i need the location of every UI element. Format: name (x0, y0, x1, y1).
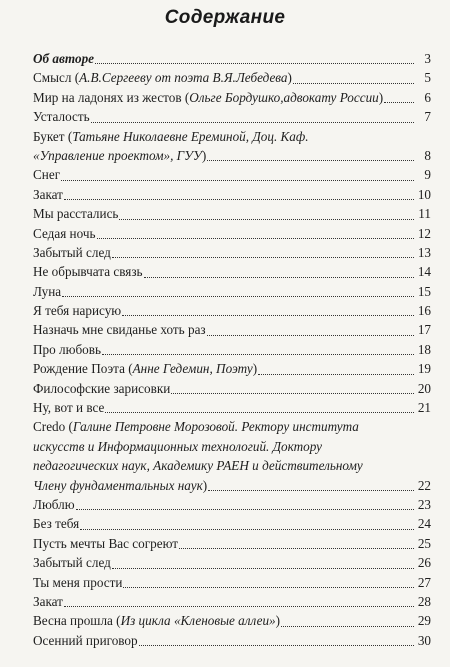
dot-leader (95, 62, 414, 64)
toc-entry[interactable] (33, 340, 431, 359)
toc-entry-title: Не обрывчата связь (33, 264, 143, 280)
toc-entry[interactable] (33, 107, 431, 126)
dedication-note-continued: «Управление проектом», ГУУ (33, 147, 202, 163)
toc-entry-title: Назначь мне свиданье хоть раз (33, 322, 206, 338)
page-number: 9 (424, 167, 431, 183)
closing-paren: ) (202, 477, 208, 493)
toc-entry[interactable] (33, 417, 431, 495)
toc-entry-title (33, 49, 94, 68)
dot-leader (179, 547, 414, 549)
toc-entry-title: Люблю (33, 497, 75, 513)
dot-leader (207, 334, 414, 336)
page-number: 12 (417, 225, 431, 241)
page-title: Содержание (164, 7, 286, 28)
dot-leader (76, 508, 414, 510)
toc-entry[interactable] (33, 359, 431, 378)
page-number: 24 (417, 516, 431, 532)
dot-leader (97, 237, 414, 239)
dot-leader (258, 373, 414, 375)
table-of-contents (33, 49, 431, 650)
toc-entry-title: Без тебя (33, 516, 80, 532)
page-number: 25 (417, 535, 431, 551)
toc-entry-title (33, 379, 170, 398)
closing-paren: ) (275, 613, 281, 629)
toc-entry-title (33, 359, 257, 378)
toc-entry[interactable] (33, 262, 431, 281)
toc-entry-title (33, 262, 143, 281)
toc-entry-title (33, 88, 383, 107)
toc-entry-title: Закат (33, 186, 63, 202)
toc-entry-title: Мы расстались (33, 206, 119, 222)
closing-paren: ) (252, 361, 258, 377)
toc-entry-title (33, 573, 122, 592)
dot-leader (61, 179, 414, 181)
toc-entry-title (33, 224, 96, 243)
toc-entry-title: Снег (33, 167, 61, 183)
toc-entry-title: Credo ( (33, 419, 73, 435)
page-number: 17 (417, 322, 431, 338)
toc-entry[interactable] (33, 127, 431, 166)
dedication-note: Анне Гедемин, Поэту (132, 361, 253, 377)
toc-entry-title: Усталость (33, 109, 90, 125)
toc-entry-title (33, 107, 90, 126)
dedication-note: Татьяне Николаевне Ереминой, Доц. Каф. (72, 128, 309, 144)
toc-entry-title (33, 534, 178, 553)
toc-entry-title: Весна прошла ( (33, 613, 121, 629)
toc-entry[interactable] (33, 282, 431, 301)
dot-leader (119, 218, 414, 220)
dedication-note: Из цикла «Кленовые аллеи» (120, 613, 276, 629)
toc-entry[interactable] (33, 243, 431, 262)
toc-entry-title: Седая ночь (33, 225, 96, 241)
toc-entry[interactable] (33, 301, 431, 320)
toc-entry-title: Луна (33, 283, 62, 299)
toc-entry[interactable] (33, 320, 431, 339)
toc-entry[interactable] (33, 611, 431, 630)
page-number: 18 (417, 341, 431, 357)
toc-entry-title (33, 185, 63, 204)
toc-entry-title (33, 320, 206, 339)
dot-leader (144, 276, 414, 278)
dot-leader (123, 586, 414, 588)
page-number: 8 (424, 147, 431, 163)
toc-entry-title (33, 282, 61, 301)
toc-entry-title: Об авторе (33, 50, 95, 66)
toc-entry[interactable] (33, 88, 431, 107)
dot-leader (112, 567, 414, 569)
dot-leader (171, 392, 414, 394)
dot-leader (91, 121, 414, 123)
toc-entry-title (33, 495, 75, 514)
dot-leader (139, 644, 414, 646)
toc-entry[interactable] (33, 553, 431, 572)
toc-entry[interactable] (33, 495, 431, 514)
page-number: 20 (417, 380, 431, 396)
page-number: 28 (417, 593, 431, 609)
toc-entry[interactable] (33, 379, 431, 398)
toc-entry[interactable] (33, 204, 431, 223)
page-number: 19 (417, 361, 431, 377)
toc-entry[interactable] (33, 68, 431, 87)
toc-entry-title (33, 204, 118, 223)
toc-entry[interactable] (33, 514, 431, 533)
toc-entry-title (33, 301, 121, 320)
toc-entry-title (33, 165, 60, 184)
toc-entry-title: Смысл ( (33, 70, 80, 86)
page-number: 10 (417, 186, 431, 202)
toc-entry-title (33, 611, 280, 630)
dedication-note: Ольге Бордушко,адвокату России (189, 89, 379, 105)
page-number: 30 (417, 632, 431, 648)
toc-entry[interactable] (33, 534, 431, 553)
toc-entry-title (33, 476, 207, 495)
dot-leader (384, 101, 414, 103)
dedication-note-continued: Члену фундаментальных наук (33, 477, 203, 493)
dedication-note-continued: искусств и Информационных технологий. Доктору (33, 438, 323, 454)
page-number: 7 (424, 109, 431, 125)
toc-entry[interactable] (33, 592, 431, 611)
dot-leader (64, 605, 414, 607)
toc-entry-title (33, 398, 104, 417)
toc-entry[interactable] (33, 224, 431, 243)
toc-entry[interactable] (33, 49, 431, 68)
toc-entry-title (33, 146, 206, 165)
toc-entry-title: Закат (33, 593, 63, 609)
toc-entry-title: Про любовь (33, 341, 101, 357)
dot-leader (80, 528, 414, 530)
page-number: 26 (417, 555, 431, 571)
toc-entry-title (33, 631, 138, 650)
toc-entry-title: Я тебя нарисую (33, 303, 122, 319)
toc-entry[interactable] (33, 165, 431, 184)
dot-leader (112, 256, 414, 258)
dedication-note-continued: педагогических наук, Академику РАЕН и действительному (33, 458, 363, 474)
toc-entry-title: Рождение Поэта ( (33, 361, 133, 377)
page-number: 27 (417, 574, 431, 590)
dot-leader (293, 82, 414, 84)
page-number: 21 (417, 400, 431, 416)
dot-leader (62, 295, 414, 297)
toc-entry-title: Осенний приговор (33, 632, 138, 648)
dedication-note: Галине Петровне Морозовой. Ректору института (72, 419, 359, 435)
toc-entry-title: Забытый след (33, 244, 111, 260)
toc-entry-title (33, 340, 101, 359)
toc-entry[interactable] (33, 185, 431, 204)
page-number: 13 (417, 244, 431, 260)
page-number: 22 (417, 477, 431, 493)
dedication-note: А.В.Сергееву от поэта В.Я.Лебедева (79, 70, 288, 86)
toc-entry[interactable] (33, 398, 431, 417)
toc-entry-title (33, 592, 63, 611)
toc-entry[interactable] (33, 573, 431, 592)
dot-leader (102, 353, 414, 355)
dot-leader (64, 198, 414, 200)
toc-entry-title (33, 514, 79, 533)
closing-paren: ) (378, 89, 384, 105)
toc-entry-title: Пусть мечты Вас согреют (33, 535, 179, 551)
toc-entry-title (33, 553, 111, 572)
toc-entry-title: Ты меня прости (33, 574, 123, 590)
toc-entry-title: Ну, вот и все (33, 400, 105, 416)
toc-entry-title (33, 243, 111, 262)
dot-leader (281, 625, 414, 627)
closing-paren: ) (201, 147, 207, 163)
toc-entry-title (33, 68, 292, 87)
toc-entry-line (33, 417, 431, 436)
page-number: 3 (424, 50, 431, 66)
page-number: 11 (418, 206, 431, 222)
page-number: 14 (417, 264, 431, 280)
dot-leader (105, 411, 414, 413)
page-number: 15 (417, 283, 431, 299)
toc-entry-title: Философские зарисовки (33, 380, 171, 396)
toc-entry-title: Забытый след (33, 555, 111, 571)
toc-entry[interactable] (33, 631, 431, 650)
page-number: 6 (424, 89, 431, 105)
toc-entry-title: Мир на ладонях из жестов ( (33, 89, 190, 105)
closing-paren: ) (287, 70, 292, 86)
dot-leader (122, 314, 414, 316)
dot-leader (207, 159, 414, 161)
toc-entry-title: Букет ( (33, 128, 73, 144)
toc-entry-line (33, 127, 431, 146)
page-number: 29 (417, 613, 431, 629)
page-number: 23 (417, 497, 431, 513)
page-number: 5 (424, 70, 431, 86)
page-number: 16 (417, 303, 431, 319)
dot-leader (208, 489, 414, 491)
